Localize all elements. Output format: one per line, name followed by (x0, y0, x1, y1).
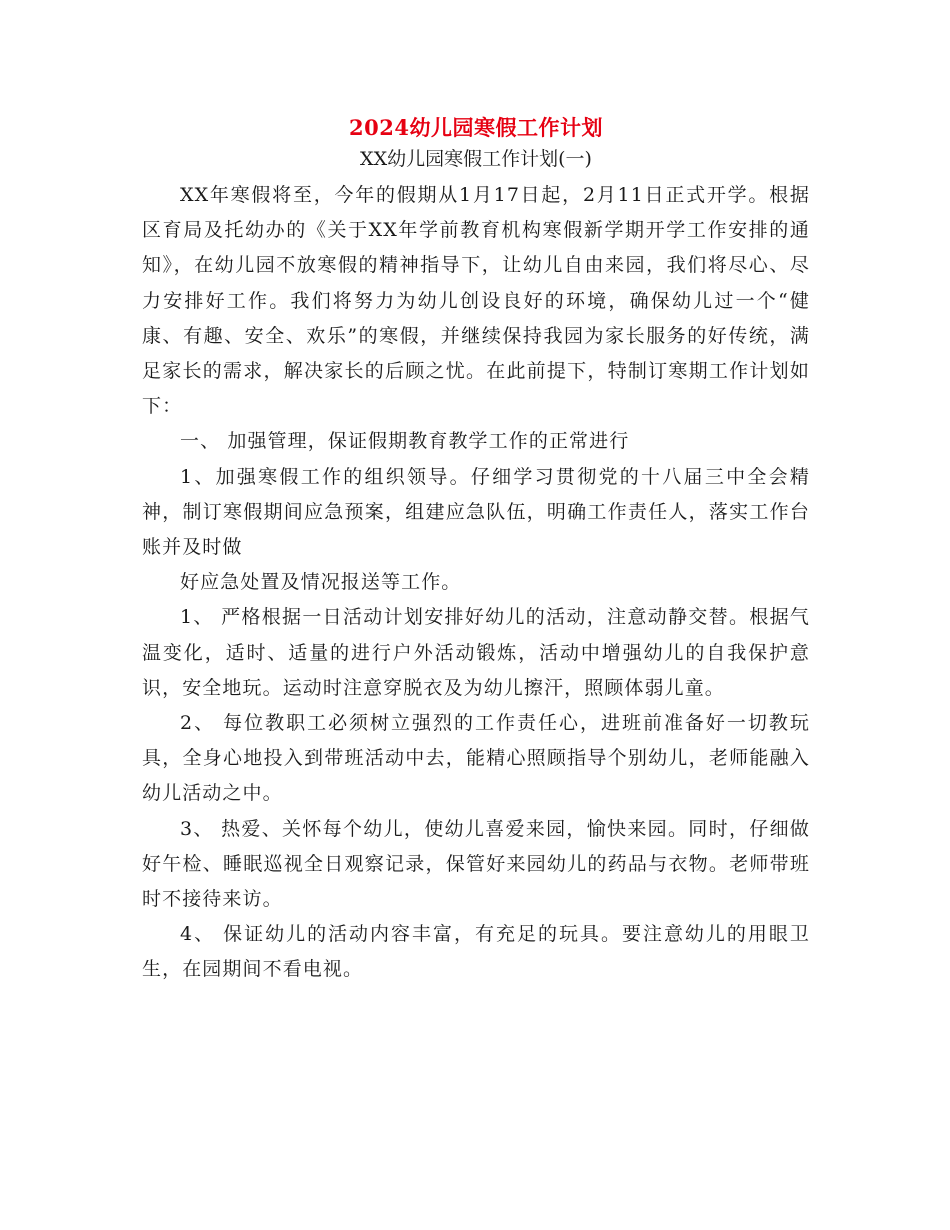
paragraph-item-3: 3、 热爱、关怀每个幼儿，使幼儿喜爱来园，愉快来园。同时，仔细做好午检、睡眠巡视全日观察记录，保管好来园幼儿的药品与衣物。老师带班时不接待来访。 (142, 817, 810, 911)
paragraph-item-4: 4、 保证幼儿的活动内容丰富，有充足的玩具。要注意幼儿的用眼卫生，在园期间不看电视。 (142, 923, 810, 981)
paragraph-item-1-leadership: 1、加强寒假工作的组织领导。仔细学习贯彻党的十八届三中全会精神，制订寒假期间应急预案，组建应急队伍，明确工作责任人，落实工作台账并及时做 (142, 465, 810, 559)
document-subtitle: XX幼儿园寒假工作计划(一) (360, 148, 592, 170)
section-heading-1: 一、 加强管理，保证假期教育教学工作的正常进行 (180, 430, 630, 453)
paragraph-item-1-activities: 1、 严格根据一日活动计划安排好幼儿的活动，注意动静交替。根据气温变化，适时、适量的进行户外活动锻炼，活动中增强幼儿的自我保护意识，安全地玩。运动时注意穿脱衣及为幼儿擦汗，照顾体弱儿童。 (142, 606, 810, 699)
document-page (142, 112, 810, 988)
document-title: 2024幼儿园寒假工作计划 (349, 115, 603, 140)
paragraph-intro: XX年寒假将至，今年的假期从1月17日起，2月11日正式开学。根据区育局及托幼办的《关于XX年学前教育机构寒假新学期开学工作安排的通知》，在幼儿园不放寒假的精神指导下，让幼儿自由来园，我们将尽心、尽力安排好工作。我们将努力为幼儿创设良好的环境，确保幼儿过一个“健康、有趣、安全、欢乐”的寒假，并继续保持我园为家长服务的好传统，满足家长的需求，解决家长的后顾之忧。在此前提下，特制订寒期工作计划如下： (142, 184, 810, 418)
paragraph-item-2: 2、 每位教职工必须树立强烈的工作责任心，进班前准备好一切教玩具，全身心地投入到带班活动中去，能精心照顾指导个别幼儿，老师能融入幼儿活动之中。 (142, 712, 810, 805)
paragraph-continuation: 好应急处置及情况报送等工作。 (180, 571, 462, 594)
